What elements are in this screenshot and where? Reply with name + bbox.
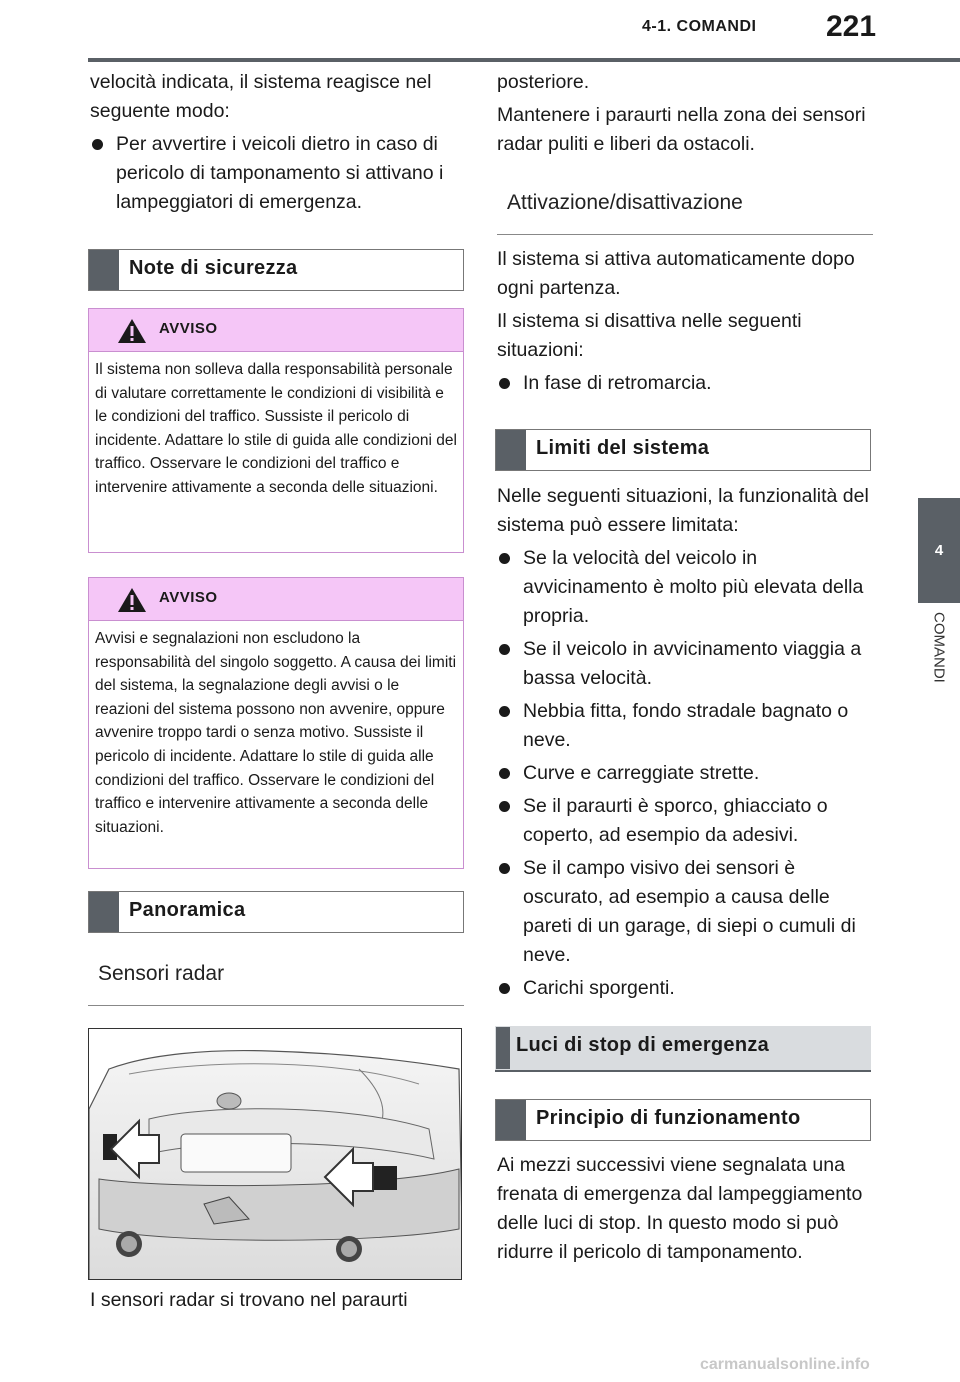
car-rear-illustration (88, 1028, 462, 1280)
chapter-tab: 4 (918, 498, 960, 603)
list-item: Nebbia fitta, fondo stradale bagnato o neve. (497, 697, 873, 755)
warning-icon (117, 587, 147, 613)
warning-header: AVVISO (89, 309, 463, 352)
activation-block (497, 245, 873, 402)
warning-box-2 (88, 577, 464, 869)
paragraph: Mantenere i paraurti nella zona dei sensori radar puliti e liberi da ostacoli. (497, 104, 866, 155)
right-intro-block (497, 68, 873, 163)
list-item: Se la velocità del veicolo in avvicinamento è molto più elevata della propria. (497, 544, 873, 631)
warning-box-1 (88, 308, 464, 553)
page-number: 221 (826, 10, 877, 43)
principle-text: Ai mezzi successivi viene segnalata una frenata di emergenza dal lampeggiamento delle luci di stop. In questo modo si può ridurre il pericolo di tamponamento. (497, 1154, 863, 1263)
heading-rule (495, 1070, 871, 1072)
warning-header: AVVISO (89, 578, 463, 621)
paragraph: Il sistema si attiva automaticamente dopo ogni partenza. (497, 248, 855, 299)
left-intro-block (90, 68, 466, 221)
limits-heading: Limiti del sistema (495, 429, 871, 471)
watermark: carmanualsonline.info (700, 1356, 870, 1373)
warning-icon (117, 318, 147, 344)
overview-heading: Panoramica (88, 891, 464, 933)
paragraph: posteriore. (497, 71, 590, 93)
chapter-label: COMANDI (930, 612, 948, 683)
warning-text: Avvisi e segnalazioni non escludono la responsabilità del singolo soggetto. A causa dei limiti del sistema, la segnalazione degli avvisi o le reazioni del sistema possono non avvenire, oppure avvenire troppo tardi o senza motivo. Sussiste il pericolo di incidente. Adattare lo stile di guida alle condizioni del traffico. Osservare le condizioni del traffico e intervenire attivamente a seconda delle situazioni. (95, 630, 457, 836)
emergency-heading: Luci di stop di emergenza (495, 1026, 871, 1070)
list-item: In fase di retromarcia. (497, 369, 873, 398)
list-item: Se il campo visivo dei sensori è oscurato, ad esempio a causa delle pareti di un garage, di siepi o cumuli di neve. (497, 854, 873, 970)
radar-subheading: Sensori radar (88, 962, 464, 1006)
principle-heading: Principio di funzionamento (495, 1099, 871, 1141)
list-item: Curve e carreggiate strette. (497, 759, 873, 788)
section-title: 4-1. COMANDI (642, 18, 757, 35)
warning-text: Il sistema non solleva dalla responsabilità personale di valutare correttamente le condizioni di visibilità e le condizioni del traffico. Sussiste il pericolo di incidente. Adattare lo stile di guida alle condizioni del traffico. Osservare le condizioni del traffico e intervenire attivamente a seconda delle situazioni. (95, 361, 457, 496)
paragraph: Il sistema si disattiva nelle seguenti situazioni: (497, 310, 802, 361)
activation-subheading: Attivazione/disattivazione (497, 191, 873, 235)
list-item: Se il paraurti è sporco, ghiacciato o coperto, ad esempio da adesivi. (497, 792, 873, 850)
car-rear-drawing (89, 1029, 462, 1280)
header-rule (88, 58, 960, 62)
limits-block (497, 482, 873, 1007)
list-item: Carichi sporgenti. (497, 974, 873, 1003)
list-item: Per avvertire i veicoli dietro in caso di pericolo di tamponamento si attivano i lampeggiatori di emergenza. (90, 130, 466, 217)
intro-text: velocità indicata, il sistema reagisce nel seguente modo: (90, 71, 432, 122)
list-item: Se il veicolo in avvicinamento viaggia a bassa velocità. (497, 635, 873, 693)
safety-heading: Note di sicurezza (88, 249, 464, 291)
caption: I sensori radar si trovano nel paraurti (90, 1289, 408, 1311)
paragraph: Nelle seguenti situazioni, la funzionalità del sistema può essere limitata: (497, 485, 869, 536)
